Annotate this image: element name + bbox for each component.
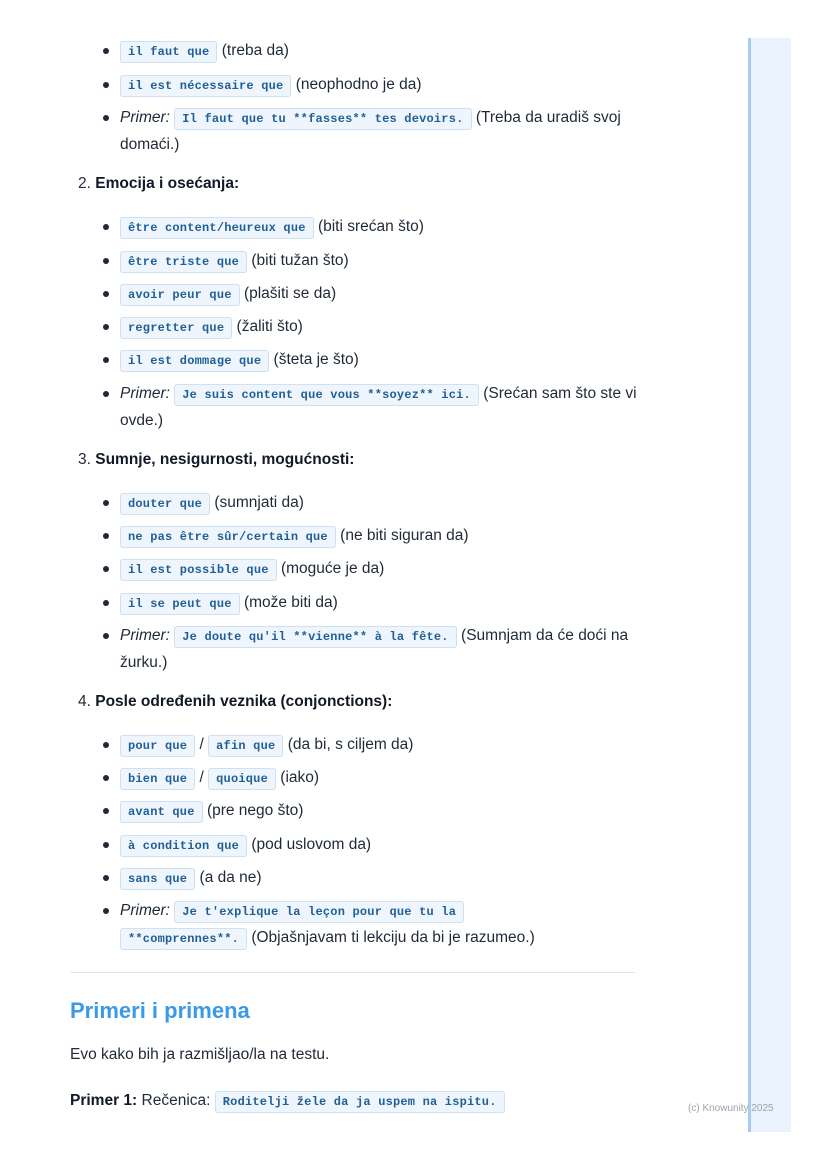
side-margin-panel — [748, 38, 791, 1132]
section-number: 3. — [78, 451, 91, 468]
inline-code: sans que — [120, 868, 195, 890]
item-translation: (žaliti što) — [236, 318, 303, 335]
inline-code: Roditelji žele da ja uspem na ispitu. — [215, 1091, 505, 1113]
list-item — [120, 72, 640, 99]
section-heading: Primeri i primena — [70, 998, 250, 1023]
item-translation: (neophodno je da) — [295, 76, 422, 93]
inline-code: être triste que — [120, 251, 247, 273]
inline-code: Il faut que tu **fasses** tes devoirs. — [174, 108, 471, 130]
list-item — [120, 732, 640, 759]
item-translation: (a da ne) — [199, 869, 262, 886]
example-item — [120, 105, 640, 157]
intro-paragraph: Evo kako bih ja razmišljao/la na testu. — [70, 1046, 330, 1063]
inline-code: être content/heureux que — [120, 217, 314, 239]
inline-code: afin que — [208, 735, 283, 757]
inline-code: à condition que — [120, 835, 247, 857]
inline-code: Je doute qu'il **vienne** à la fête. — [174, 626, 456, 648]
item-translation: (sumnjati da) — [214, 494, 304, 511]
item-translation: (iako) — [280, 769, 320, 786]
primer-1-line — [70, 1092, 505, 1110]
inline-code: bien que — [120, 768, 195, 790]
copyright-note: (c) Knowunity 2025 — [688, 1103, 774, 1114]
list-item — [120, 214, 640, 241]
list-item — [120, 523, 640, 550]
inline-code: Je t'explique la leçon pour que tu la — [174, 901, 464, 923]
item-translation: (ne biti siguran da) — [340, 527, 469, 544]
section-heading-3 — [78, 451, 354, 469]
example-label: Primer: — [120, 385, 170, 402]
example-translation: (Srećan sam što ste vi ovde.) — [120, 385, 637, 429]
section-heading-2 — [78, 175, 239, 193]
section-number: 2. — [78, 175, 91, 192]
horizontal-divider — [70, 972, 635, 973]
inline-code: douter que — [120, 493, 210, 515]
list-item — [120, 832, 640, 859]
list-item — [120, 490, 640, 517]
item-translation: (plašiti se da) — [243, 285, 337, 302]
example-translation: (Sumnjam da će doći na žurku.) — [120, 627, 629, 671]
item-translation: (moguće je da) — [280, 560, 385, 577]
list-item — [120, 765, 640, 792]
inline-code: pour que — [120, 735, 195, 757]
section-title: Emocija i osećanja: — [95, 175, 240, 192]
section-title: Posle određenih veznika (conjonctions): — [95, 693, 393, 710]
example-item — [120, 623, 640, 675]
example-label: Primer: — [120, 902, 170, 919]
list-item — [120, 798, 640, 825]
list-item — [120, 865, 640, 892]
item-translation: (pod uslovom da) — [251, 836, 372, 853]
list-item — [120, 248, 640, 275]
list-item — [120, 556, 640, 583]
list-item — [120, 314, 640, 341]
inline-code: il est nécessaire que — [120, 75, 291, 97]
example-label: Primer: — [120, 627, 170, 644]
example-translation: (Treba da uradiš svoj domaći.) — [120, 109, 621, 153]
separator: / — [199, 736, 204, 753]
inline-code: avant que — [120, 801, 203, 823]
section-heading-4 — [78, 693, 392, 711]
item-translation: (može biti da) — [243, 594, 338, 611]
primer-text: Rečenica: — [141, 1092, 211, 1109]
item-translation: (treba da) — [221, 42, 289, 59]
example-item — [120, 898, 640, 952]
inline-code: il est dommage que — [120, 350, 269, 372]
example-item — [120, 381, 640, 433]
item-translation: (da bi, s ciljem da) — [287, 736, 414, 753]
item-translation: (biti tužan što) — [251, 252, 349, 269]
list-item — [120, 38, 640, 65]
list-item — [120, 347, 640, 374]
example-label: Primer: — [120, 109, 170, 126]
list-item — [120, 281, 640, 308]
inline-code: il est possible que — [120, 559, 277, 581]
inline-code: avoir peur que — [120, 284, 240, 306]
example-translation: (Objašnjavam ti lekciju da bi je razumeo.) — [251, 929, 535, 946]
item-translation: (pre nego što) — [206, 802, 304, 819]
inline-code: Je suis content que vous **soyez** ici. — [174, 384, 479, 406]
section-number: 4. — [78, 693, 91, 710]
inline-code: quoique — [208, 768, 276, 790]
item-translation: (šteta je što) — [273, 351, 359, 368]
separator: / — [199, 769, 204, 786]
inline-code: ne pas être sûr/certain que — [120, 526, 336, 548]
section-title: Sumnje, nesigurnosti, mogućnosti: — [95, 451, 355, 468]
item-translation: (biti srećan što) — [317, 218, 424, 235]
inline-code: **comprennes**. — [120, 928, 247, 950]
inline-code: il faut que — [120, 41, 217, 63]
list-item — [120, 590, 640, 617]
inline-code: il se peut que — [120, 593, 240, 615]
inline-code: regretter que — [120, 317, 232, 339]
primer-label: Primer 1: — [70, 1092, 138, 1109]
